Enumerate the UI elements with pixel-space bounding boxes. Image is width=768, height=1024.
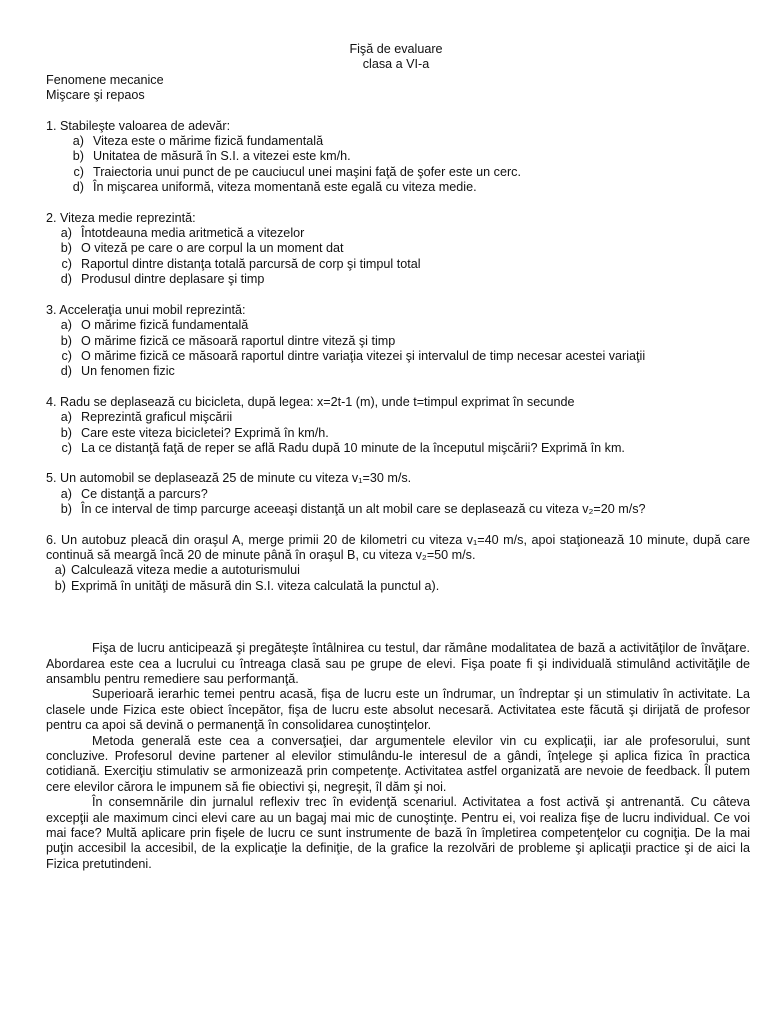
option-label: b) (60, 425, 72, 440)
question-3 (46, 303, 750, 380)
essay-paragraph: Superioară ierarhic temei pentru acasă, fişa de lucru este un îndrumar, un îndreptar şi un stimulativ în activitate. La clasele unde Fizica este obiect începător, fişa de lucru este absolut necesară. Activitatea este făcută şi dirijată de profesor pentru ca apoi să devină o permanenţă în consolidarea cunoştinţelor. (46, 687, 750, 733)
option-text: Exprimă în unităţi de măsură din S.I. viteza calculată la punctul a). (71, 578, 440, 593)
option-label: b) (60, 333, 72, 348)
question-text: 2. Viteza medie reprezintă: (46, 210, 196, 225)
option-text: Calculează viteza medie a autoturismului (71, 563, 300, 578)
option-label: a) (60, 226, 72, 241)
option-label: a) (54, 563, 66, 578)
option-item (46, 426, 750, 441)
option-label: c) (73, 164, 84, 179)
option-label: c) (61, 440, 72, 455)
option-label: c) (61, 348, 72, 363)
option-item (46, 364, 750, 379)
option-item (46, 410, 750, 425)
essay-paragraph: Fişa de lucru anticipează şi pregăteşte întâlnirea cu testul, dar rămâne modalitatea de bază a activităţilor de învăţare. Abordarea este cea a lucrului cu întreaga clasă sau pe grupe de elevi. Fişa poate fi şi individuală stimulând activităţile de ansamblu pentru remediere sau performanţă. (46, 641, 750, 686)
option-text: O viteză pe care o are corpul la un moment dat (81, 241, 344, 256)
option-text: Care este viteza bicicletei? Exprimă în km/h. (81, 425, 329, 440)
option-item (46, 226, 750, 241)
document-subtitle: clasa a VI-a (362, 57, 430, 72)
question-2 (46, 211, 750, 288)
essay-section (46, 641, 750, 872)
option-item (46, 257, 750, 272)
option-label: b) (72, 149, 84, 164)
question-4 (46, 395, 750, 457)
essay-paragraph: Metoda generală este cea a conversaţiei, dar argumentele elevilor vin cu explicaţii, iar ale profesorului, sunt concluzive. Profesorul devine partener al elevilor stimulându-le interesul de a gândi, înţelege şi aplica fizica în practica cotidiană. Exerciţiu stimulativ se armonizează prin competenţe. Activitatea astfel organizată are nevoie de feedback. Îl putem cere elevilor cărora le impunem să fie obiectivi şi, negreşit, îl dăm şi noi. (46, 733, 750, 794)
option-item (46, 502, 750, 517)
question-text: 6. Un autobuz pleacă din oraşul A, merge primii 20 de kilometri cu viteza v₁=40 m/s, apoi staţionează 10 minute, după care continuă să meargă încă 20 de minute până în oraşul B, cu viteza v₂=50 m/s. (46, 532, 750, 562)
option-text: Raportul dintre distanţa totală parcursă de corp şi timpul total (81, 256, 421, 271)
document-title: Fişă de evaluare (349, 42, 443, 56)
question-text: 4. Radu se deplasează cu bicicleta, după legea: x=2t-1 (m), unde t=timpul exprimat în secunde (46, 394, 575, 409)
option-item (46, 180, 750, 195)
option-label: d) (60, 272, 72, 287)
option-text: În mişcarea uniformă, viteza momentană este egală cu viteza medie. (93, 180, 477, 195)
option-item (46, 441, 750, 456)
option-text: Produsul dintre deplasare şi timp (81, 272, 265, 287)
option-text: Un fenomen fizic (81, 364, 175, 379)
option-label: a) (60, 486, 72, 501)
option-text: Întotdeauna media aritmetică a vitezelor (81, 226, 305, 241)
question-text: 1. Stabileşte valoarea de adevăr: (46, 118, 231, 133)
option-text: Ce distanţă a parcurs? (81, 486, 208, 501)
option-text: Reprezintă graficul mişcării (81, 410, 233, 425)
option-text: Unitatea de măsură în S.I. a vitezei este km/h. (93, 149, 351, 164)
question-text: 5. Un automobil se deplasează 25 de minute cu viteza v₁=30 m/s. (46, 471, 412, 486)
topic-line-1: Fenomene mecanice (46, 72, 164, 87)
option-label: a) (72, 134, 84, 149)
option-label: a) (60, 410, 72, 425)
option-item (46, 318, 750, 333)
question-text: 3. Acceleraţia unui mobil reprezintă: (46, 302, 246, 317)
option-text: Viteza este o mărime fizică fundamentală (93, 134, 324, 149)
option-label: b) (54, 578, 66, 593)
option-item (46, 149, 750, 164)
option-label: b) (60, 241, 72, 256)
option-item (46, 334, 750, 349)
option-item (46, 134, 750, 149)
option-item (46, 563, 750, 578)
option-item (46, 579, 750, 594)
option-item (46, 241, 750, 256)
option-label: a) (60, 318, 72, 333)
option-text: O mărime fizică ce măsoară raportul dintre viteză şi timp (81, 333, 396, 348)
option-label: d) (60, 364, 72, 379)
option-item (46, 165, 750, 180)
question-1 (46, 119, 750, 196)
option-label: d) (72, 180, 84, 195)
option-text: O mărime fizică fundamentală (81, 318, 249, 333)
option-item (46, 272, 750, 287)
option-text: La ce distanţă faţă de reper se află Radu după 10 minute de la începutul mişcării? Exprimă în km. (81, 440, 625, 455)
option-item (46, 487, 750, 502)
question-5 (46, 471, 750, 517)
essay-paragraph: În consemnările din jurnalul reflexiv trec în evidenţă scenariul. Activitatea a fost activă şi antrenantă. Cu câteva excepţii ale maximum cinci elevi care au un bagaj mai mic de cunoştinţe. Pentru ei, voi realiza fişe de lucru individual. Ce voi mai face? Multă aplicare prin fişele de lucru ce sunt instrumente de bază în împletirea competenţelor cu cogniţia. De la mai puţin accesibil la accesibil, de la explicaţie la definiţie, de la grafice la rezolvări de probleme şi aplicaţii practice şi de aici la Fizica pretutindeni. (46, 795, 750, 871)
topic-line-2: Mişcare şi repaos (46, 88, 145, 103)
option-label: c) (61, 256, 72, 271)
question-6 (46, 533, 750, 595)
option-item (46, 349, 750, 364)
option-text: O mărime fizică ce măsoară raportul dintre variaţia vitezei şi intervalul de timp necesar acestei variaţii (81, 348, 646, 363)
option-text: Traiectoria unui punct de pe cauciucul unei maşini faţă de şofer este un cerc. (93, 164, 521, 179)
option-text: În ce interval de timp parcurge aceeaşi distanţă un alt mobil care se deplasează cu viteza v₂=20 m/s? (81, 502, 646, 517)
option-label: b) (60, 502, 72, 517)
